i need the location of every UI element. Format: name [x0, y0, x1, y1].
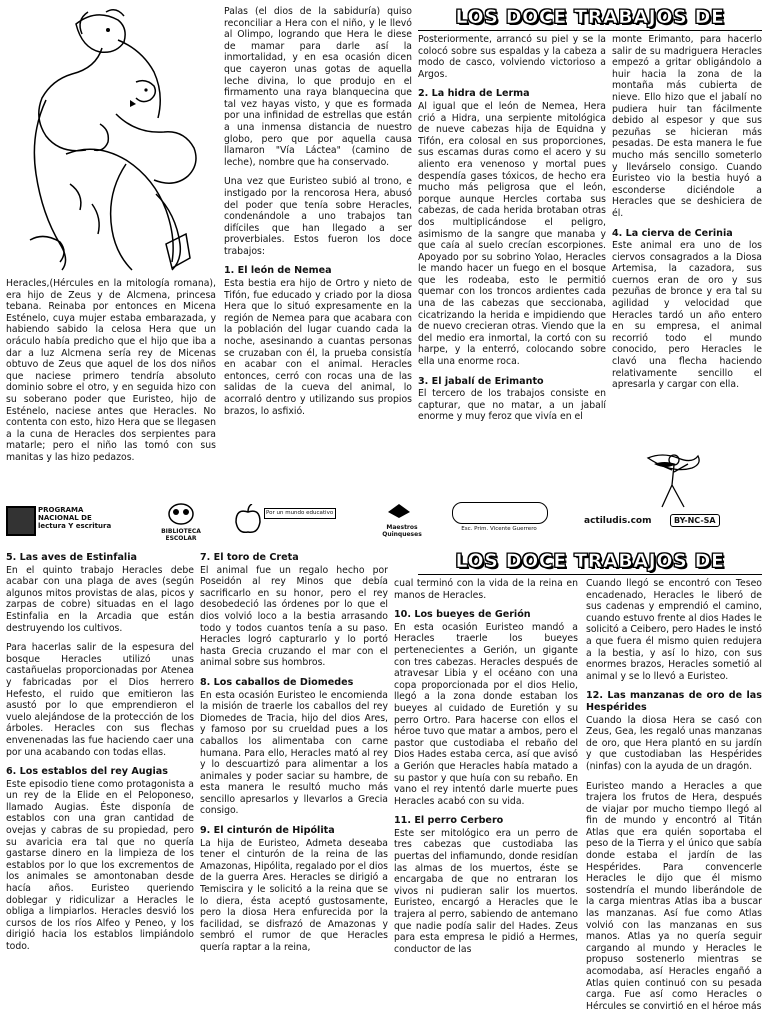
logo-escuela-banner-icon [452, 502, 548, 524]
actiludis-text[interactable]: actiludis.com [584, 516, 652, 526]
intro-paragraph: Heracles,(Hércules en la mitología romana), era hijo de Zeus y de Alcmena, princesa tebana. Reinaba por entonces en Micena Esténelo, cuya mujer estaba embarazada, y habiendo sabido la celosa Hera que un oráculo había predicho que el hijo que iba a dar a luz Alcmena sería rey de Micenas obtuvo de Zeus que aquel de los dos niños que naciese primero tendría absoluto dominio sobre el otro, y en seguida hizo con su soberano poder que Euristeo, hijo de Esténelo, naciese antes que Heracles. No contenta con esto, hizo Hera que se llegasen a la cuna de Heracles dos serpientes para matarle; pero el niño las tomó con sus manitas y las hizo pedazos. [6, 278, 216, 463]
heracles-figure-icon [6, 4, 214, 276]
intro-column-1 [6, 278, 216, 492]
heracles-boar-icon [634, 450, 708, 510]
logo-lectura-escritura [6, 506, 116, 536]
labors-column-3 [394, 578, 578, 1020]
labors-column-1 [6, 548, 194, 1020]
labors-column-2 [200, 548, 388, 1020]
logo-maestros-text: Maestros Quinqueses [382, 524, 422, 538]
labor-12-text-b: Euristeo mando a Heracles a que trajera los frutos de Hera, después de viajar por mucho tiempo llegó al fin de mundo y encontró al Titán Atlas que era quién soportaba el peso de la Tierra y el único que sabía donde estaba el jardín de las Hespérides. Para convencerle Heracles le dijo que él mismo sostendría el mundo liberándole de la carga mientras Atlas iba a buscar las manzanas. Así fue como Atlas volvió con las manzanas en sus manos. Atlas ya no quería seguir cargando al mundo y Heracles le propuso sostenerlo mientras se acomodaba, así Heracles engañó a Atlas quien continuó con su pesada carga. Fue así como Heracles o Hércules se convirtió en el héroe más [586, 780, 762, 1012]
labors-column-4 [586, 578, 762, 1020]
logo-biblioteca-text: BIBLIOTECA ESCOLAR [161, 528, 201, 542]
footer-logos [6, 500, 716, 542]
labor-6-text: Este episodio tiene como protagonista a un rey de la Elide en el Peloponeso, llamado Augias. Éste disponía de establos con una gran cantidad de ovejas y cabras de su propiedad, pero su avaricia era tal que no quería gastarse dinero en la limpieza de los establos por lo que los excrementos de los animales se amontonaban desde hacía años. Euristeo queriendo doblegar y ridiculizar a Heracles le obliga a limpiarlos. Heracles desvió los cursos de los ríos Alfeo y Peneo, y los dirigió hacia los establos limpiándolo todo. [6, 778, 194, 952]
logo-square-icon [6, 506, 36, 536]
labor-12-text-a: Cuando la diosa Hera se casó con Zeus, Gea, les regaló unas manzanas de oro, que Hera plantó en su jardín y que custodiaban las Hespérides (ninfas) con la ayuda de un dragón. [586, 714, 762, 772]
labor-11-text: Este ser mitológico era un perro de tres cabezas que custodiaba las puertas del infiamundo, donde residían las almas de los muertos, éste se encargaba de que no entraran los vivos ni pudieran salir los muertos. Euristeo, encargó a Heracles que le trajera al perro, sabiendo de antemano que nadie podía salir del Hades. Zeus para esta empresa le pidió a Hermes, conductor de las [394, 827, 578, 955]
milky-way-paragraph: Palas (el dios de la sabiduría) quiso reconciliar a Hera con el niño, y le llevó al Olimpo, logrando que Hera le diese de mamar para darle así la inmortalidad, y en esa ocasión dicen que cayeron unas gotas de aquella leche divina, lo que produjo en el firmamento una raya blanquecina que tal vez hayas visto, y que es formada por una infinidad de estrellas que están a una inmensa distancia de nuestro globo, pero que por aquella causa llamaron "Vía Láctea" (camino de leche), nombre que ha conservado. [224, 6, 412, 168]
cc-license-badge[interactable]: BY-NC-SA [670, 514, 720, 527]
logo-apple-text: Por un mundo educativo [264, 508, 336, 519]
intro-column-4 [612, 34, 762, 448]
heracles-illustration [6, 4, 214, 276]
labor-5-text-a: En el quinto trabajo Heracles debe acabar con una plaga de aves (según algunos mitos provistas de alas, picos y zarpas de cobre) situadas en el lago Estinfalia en la Arcadia que están destruyendo los cultivos. [6, 564, 194, 634]
labor-3-heading: 3. El jabalí de Erimanto [418, 375, 544, 387]
intro-column-3 [418, 34, 606, 500]
logo-apple [234, 504, 334, 538]
actiludis-badge[interactable] [584, 514, 734, 534]
apple-icon [234, 504, 262, 534]
title-banner-top: LOS DOCE TRABAJOS DE [455, 6, 725, 28]
labor-6-heading: 6. Los establos del rey Augias [6, 766, 168, 778]
labor-9-heading: 9. El cinturón de Hipólita [200, 825, 335, 837]
labor-2-text: Al igual que el león de Nemea, Hera crió a Hidra, una serpiente mitológica de nueve cabezas hija de Equidna y Tifón, era colosal en sus proporciones, sus escamas duras como el acero y su aliento era venenoso y mortal pues despendía gases tóxicos, de hecho era mucho más peligrosa que el león, porque aunque Hercles cortaba sus cabezas, de cada herida brotaban otras dos multiplicándose el peligro, asimismo de la sangre que manaba y que caía al suelo crecían escorpiones. Apoyado por su sobrino Yolao, Heracles le mando hacer un fuego en el bosque que les rodeaba, esto le permitió quemar con los troncos ardientes cada una de las cabezas que seccionaba, cicatrizando la herida e impidiendo que de nuevo crecieran otras. Viendo que la del medio era inmortal, la cortó con su harpe, y la enterró, colocando sobre ella una enorme roca. [418, 100, 606, 368]
labor-8-text: En esta ocasión Euristeo le encomienda la misión de traerle los caballos del rey Diomedes de Tracia, hijo del dios Ares, y famoso por su crueldad pues a los caballos los alimentaba con carne humana. Para ello, Heracles mató al rey y lo descuartizó para alimentar a los animales y poder saciar su hambre, de esta manera le resultó mucho más sencillo apresarlos y llevarlos a Grecia consigo. [200, 689, 388, 817]
twelve-labors-intro: Una vez que Euristeo subió al trono, e instigado por la rencorosa Hera, abusó del poder que tenía sobre Heracles, condenándole a uno trabajos tan difíciles que han llegado a ser proverbiales. Estos fueron los doce trabajos: [224, 176, 412, 257]
labor-11-continued: Cuando llegó se encontró con Teseo encadenado, Heracles le liberó de sus cadenas y emprendió el camino, cuando estuvo frente al dios Hades le solicitó a Ceibero, pero Hades le instó a que fuera él mismo quien redujera a la bestia, y así lo hizo, con sus enormes brazos, Heracles sometió al animal y se lo llevó a Euristeo. [586, 578, 762, 682]
labor-10-heading: 10. Los bueyes de Gerión [394, 609, 531, 621]
labor-1-continued: Posteriormente, arrancó su piel y se la colocó sobre sus espaldas y la cabeza a modo de casco, volviendo victorioso a Argos. [418, 34, 606, 80]
labor-4-text: Este animal era uno de los ciervos consagrados a la Diosa Artemisa, la cazadora, sus cuernos eran de oro y sus pezuñas de bronce y era tal su agilidad y velocidad que Heracles tardó un año entero en su empresa, el animal recorrió todo el mundo conocido, pero Heracles le clavó una flecha haciendo relativamente sencillo el apresarla y cargar con ella. [612, 240, 762, 391]
logo-escuela-text: Esc. Prim. Vicente Guerrero [461, 526, 537, 532]
labor-5-heading: 5. Las aves de Estinfalia [6, 552, 137, 563]
banner-underline-top [418, 30, 762, 31]
labor-8-heading: 8. Los caballos de Diomedes [200, 676, 354, 688]
logo-biblioteca-escolar [146, 500, 216, 540]
intro-column-2 [224, 6, 412, 500]
labor-12-heading: 12. Las manzanas de oro de las Hespérides [586, 690, 762, 713]
logo-maestros [372, 502, 432, 538]
owl-icon [164, 500, 198, 526]
logo-escuela [452, 500, 546, 540]
logo-lectura-text: PROGRAMA NACIONAL DE lectura Y escritura [38, 506, 112, 530]
boar-illustration [634, 450, 708, 510]
title-banner-bottom: LOS DOCE TRABAJOS DE [455, 550, 725, 572]
labor-1-heading: 1. El león de Nemea [224, 265, 332, 277]
labor-10-text: En esta ocasión Euristeo mandó a Heracles traerle los bueyes pertenecientes a Gerión, un gigante con tres cabezas. Heracles después de atravesar Libia y el océano con una copa proporcionada por el dios Helio, llegó a la zona donde estaban los bueyes al cuidado de Euretión y su perro Ortro. Para hacerse con ellos el héroe tuvo que matar a ambos, pero el pastor que custodiaba el rebaño del Dios Hades estaba cerca, así que avisó a Gerión que Heracles había matado a su pastor y que huía con su rebaño. En vano el rey intentó darle muerte pues Heracles acabó con su vida. [394, 621, 578, 807]
labor-7-heading: 7. El toro de Creta [200, 552, 299, 563]
labor-2-heading: 2. La hidra de Lerma [418, 88, 530, 100]
labor-4-heading: 4. La cierva de Cerinia [612, 227, 733, 239]
hat-icon [386, 502, 412, 524]
labor-3-text: El tercero de los trabajos consiste en capturar, que no matar, a un jabalí enorme y muy feroz que vivía en el [418, 388, 606, 423]
labor-9-text: La hija de Euristeo, Admeta deseaba tener el cinturón de la reina de las Amazonas, Hipólita, regalado por el dios de la guerra Ares. Heracles se dirigió a Temiscira y le solicitó a la reina que se lo diera, ésta aceptó gustosamente, pero la diosa Hera enfurecida por la facilidad, se disfrazó de Amazonas y sembró el rumor de que Heracles quería raptar a la reina, [200, 837, 388, 953]
labor-1-text: Esta bestia era hijo de Ortro y nieto de Tifón, fue educado y criado por la diosa Hera que lo situó expresamente en la región de Nemea para que acabara con la población del lugar cuando cada la noche, asesinando a cuantas personas se cruzaban con él, la prueba consistía en acabar con el animal. Heracles entonces, cerró con rocas una de las salidas de la cueva del animal, lo acorraló dentro y utilizando sus propios brazos, lo asfixió. [224, 278, 412, 417]
labor-9-continued: cual terminó con la vida de la reina en manos de Heracles. [394, 578, 578, 601]
labor-7-text: El animal fue un regalo hecho por Poseidón al rey Minos que debía sacrificarlo en su honor, pero el rey desobedeció las órdenes por lo que el dios volvió loco a la bestia arrasando todo y todos cuantos tenía a su paso. Heracles logró capturarlo y lo portó hasta Grecia cruzando el mar con el animal sobre sus hombros. [200, 564, 388, 669]
labor-11-heading: 11. El perro Cerbero [394, 815, 504, 827]
labor-5-text-b: Para hacerlas salir de la espesura del bosque Heracles utilizó unas castañuelas proporcionadas por Atenea y fabricadas por el Dios herrero Hefesto, el ruido que emitieron las asustó por lo que emprendieron el vuelo alejándose de la protección de los árboles. Heracles con sus flechas envenenadas las fue haciendo caer una por una acabando con todas ellas. [6, 642, 194, 758]
banner-underline-bottom [418, 574, 762, 575]
labor-3-continued: monte Erimanto, para hacerlo salir de su madriguera Heracles empezó a gritar obligándolo a huir hacia la zona de la montaña más cubierta de nieve. Ello hizo que el jabalí no pudiera huir tan fácilmente debido al espesor y que sus pezuñas se hicieran más pesadas. De esta manera le fue mucho más sencillo someterlo y llevárselo consigo. Cuando Euristeo vio la bestia huyó a esconderse diciéndole a Heracles que se deshiciera de él. [612, 34, 762, 219]
